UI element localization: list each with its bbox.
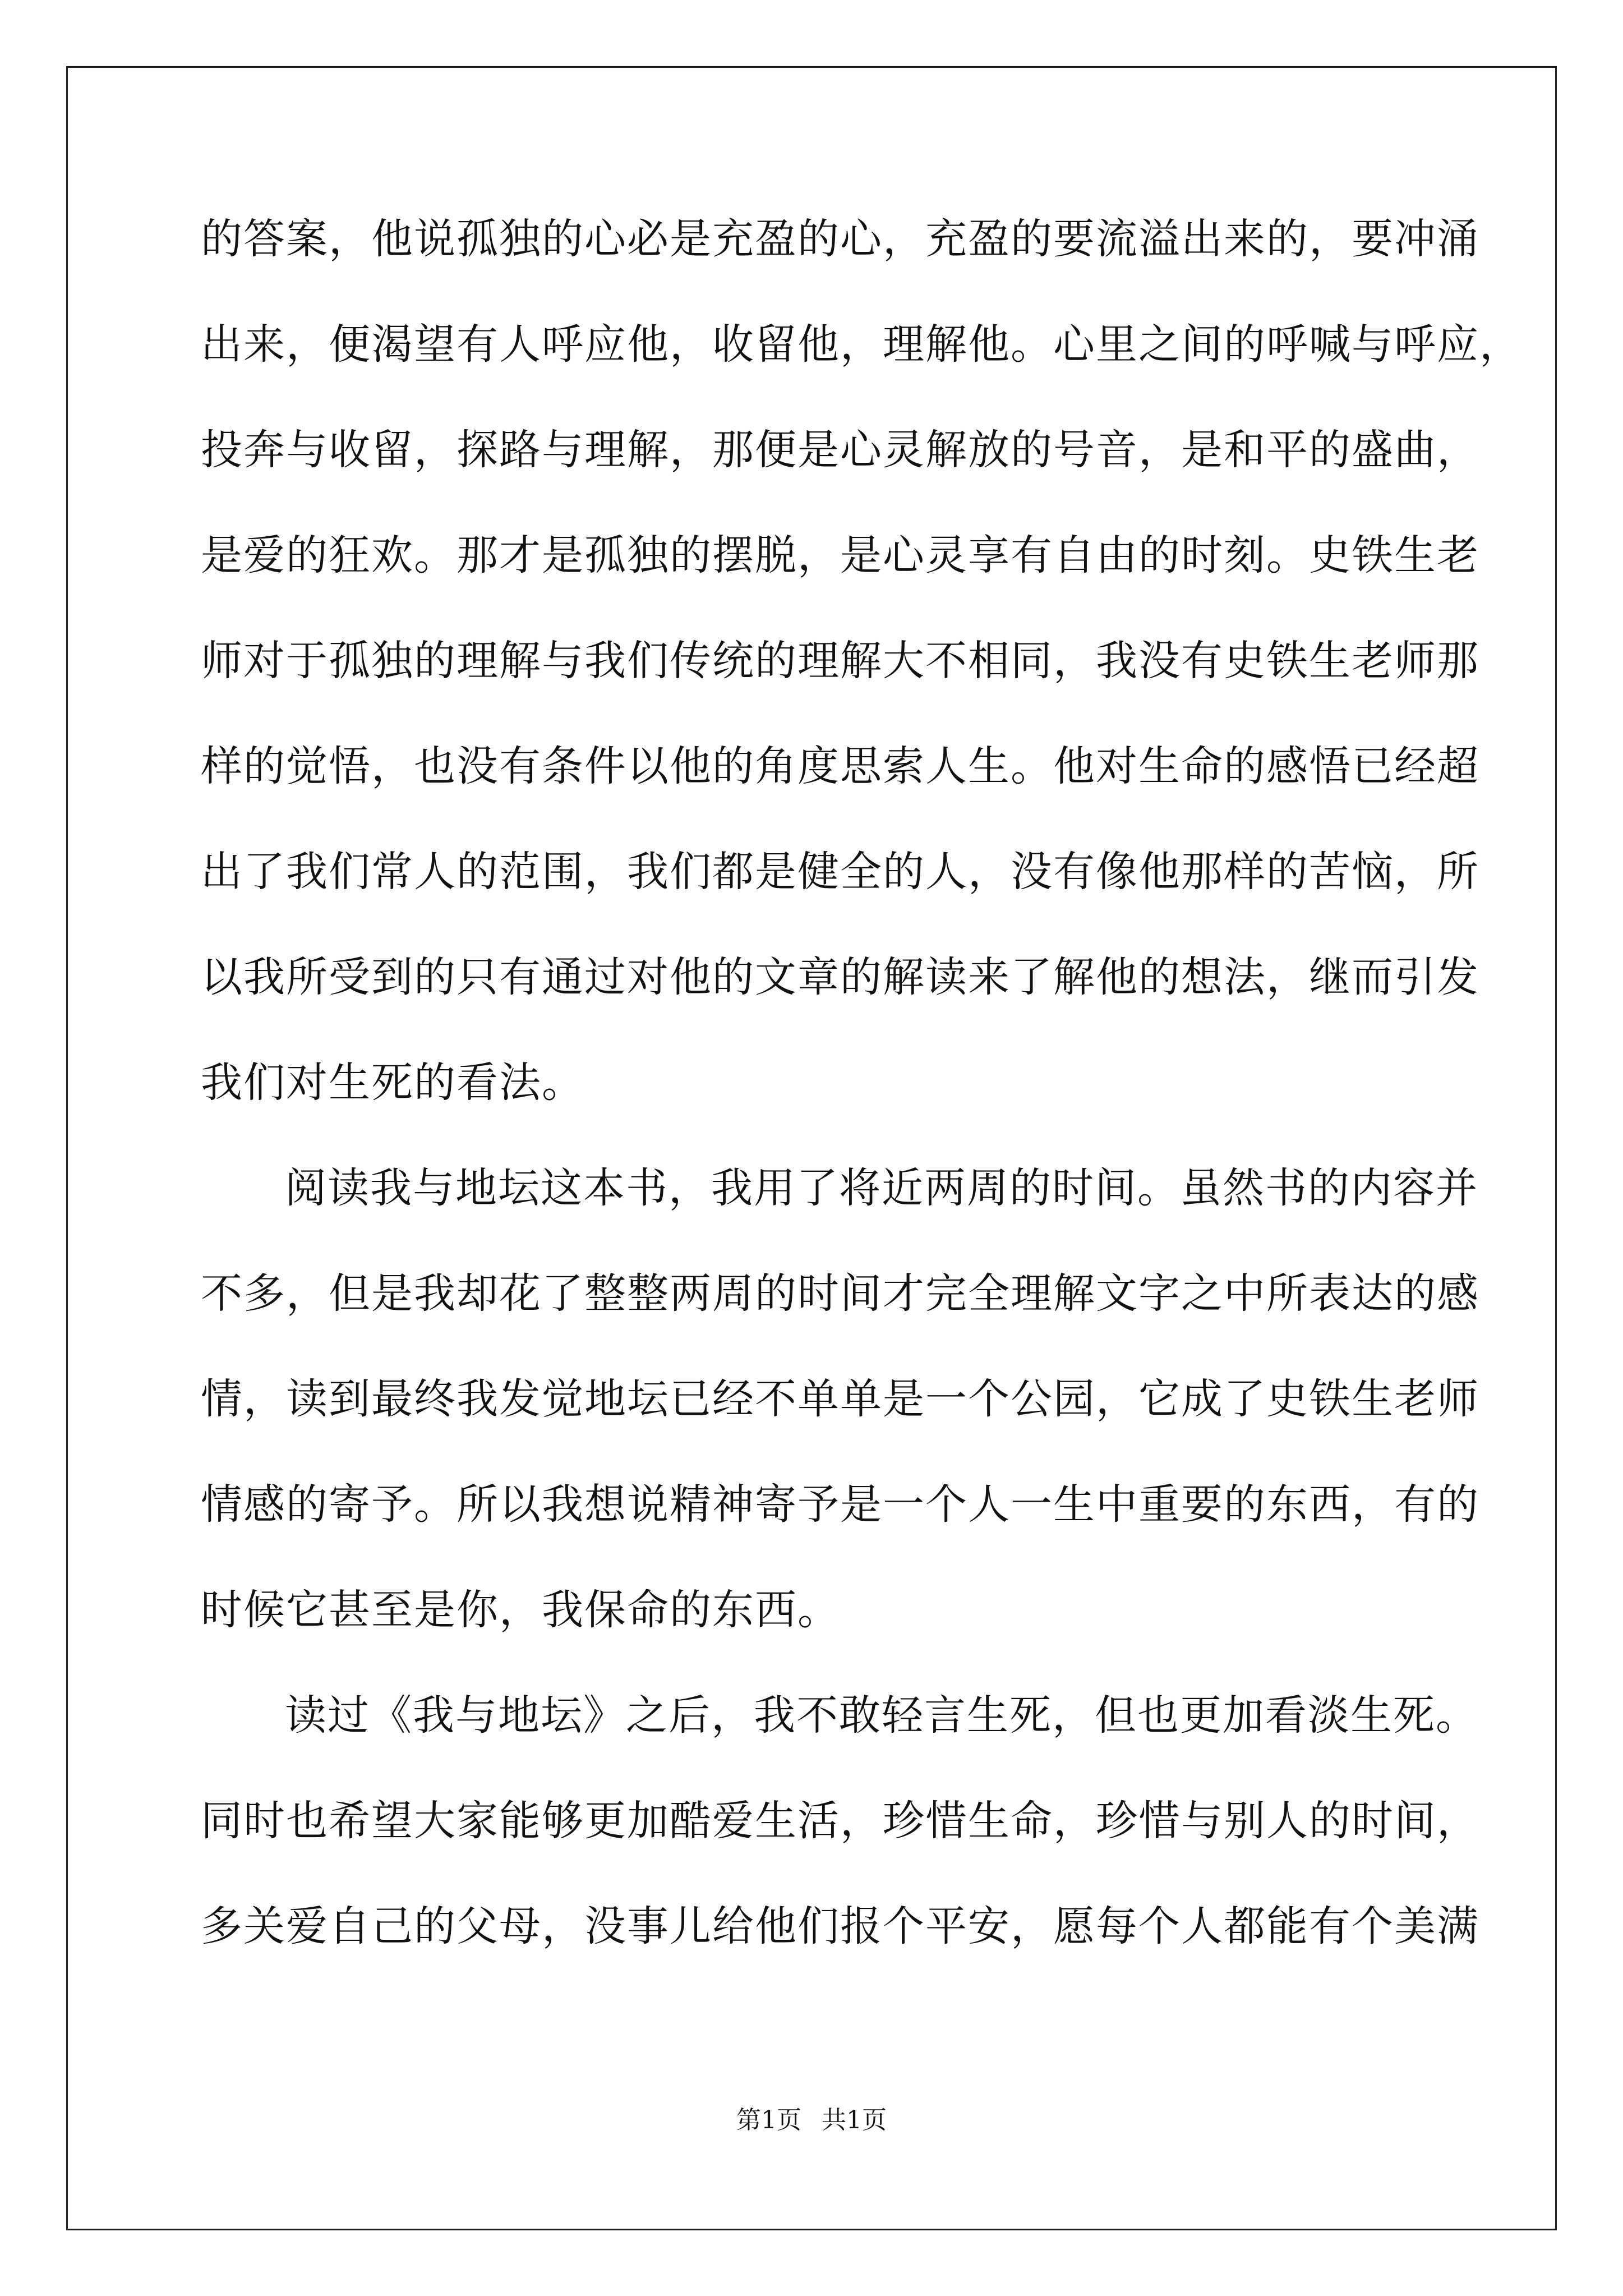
text-line-12: 情，读到最终我发觉地坛已经不单单是一个公园，它成了史铁生老师 — [201, 1375, 1479, 1423]
text-line-15: 读过《我与地坛》之后，我不敢轻言生死，但也更加看淡生死。 — [285, 1691, 1478, 1740]
text-line-7: 出了我们常人的范围，我们都是健全的人，没有像他那样的苦恼，所 — [201, 848, 1479, 896]
page-number: 第1页 — [736, 2106, 801, 2134]
text-line-9: 我们对生死的看法。 — [201, 1059, 584, 1107]
text-line-8: 以我所受到的只有通过对他的文章的解读来了解他的想法，继而引发 — [201, 953, 1479, 1001]
page-total: 共1页 — [822, 2106, 887, 2134]
text-line-5: 师对于孤独的理解与我们传统的理解大不相同，我没有史铁生老师那 — [201, 637, 1479, 685]
text-line-11: 不多，但是我却花了整整两周的时间才完全理解文字之中所表达的感 — [201, 1269, 1479, 1318]
document-body — [201, 213, 1522, 2006]
text-line-10: 阅读我与地坛这本书，我用了将近两周的时间。虽然书的内容并 — [285, 1164, 1478, 1212]
text-line-13: 情感的寄予。所以我想说精神寄予是一个人一生中重要的东西，有的 — [201, 1480, 1479, 1529]
text-line-16: 同时也希望大家能够更加酷爱生活，珍惜生命，珍惜与别人的时间， — [201, 1797, 1479, 1845]
text-line-1: 的答案，他说孤独的心必是充盈的心，充盈的要流溢出来的，要冲涌 — [201, 215, 1479, 263]
text-line-4: 是爱的狂欢。那才是孤独的摆脱，是心灵享有自由的时刻。史铁生老 — [201, 531, 1479, 579]
text-line-3: 投奔与收留，探路与理解，那便是心灵解放的号音，是和平的盛曲， — [201, 426, 1479, 474]
page-footer — [0, 2105, 1623, 2136]
text-line-2: 出来，便渴望有人呼应他，收留他，理解他。心里之间的呼喊与呼应， — [201, 320, 1522, 369]
text-line-14: 时候它甚至是你，我保命的东西。 — [201, 1586, 840, 1634]
text-line-6: 样的觉悟，也没有条件以他的角度思索人生。他对生命的感悟已经超 — [201, 742, 1479, 790]
text-line-17: 多关爱自己的父母，没事儿给他们报个平安，愿每个人都能有个美满 — [201, 1902, 1479, 1950]
